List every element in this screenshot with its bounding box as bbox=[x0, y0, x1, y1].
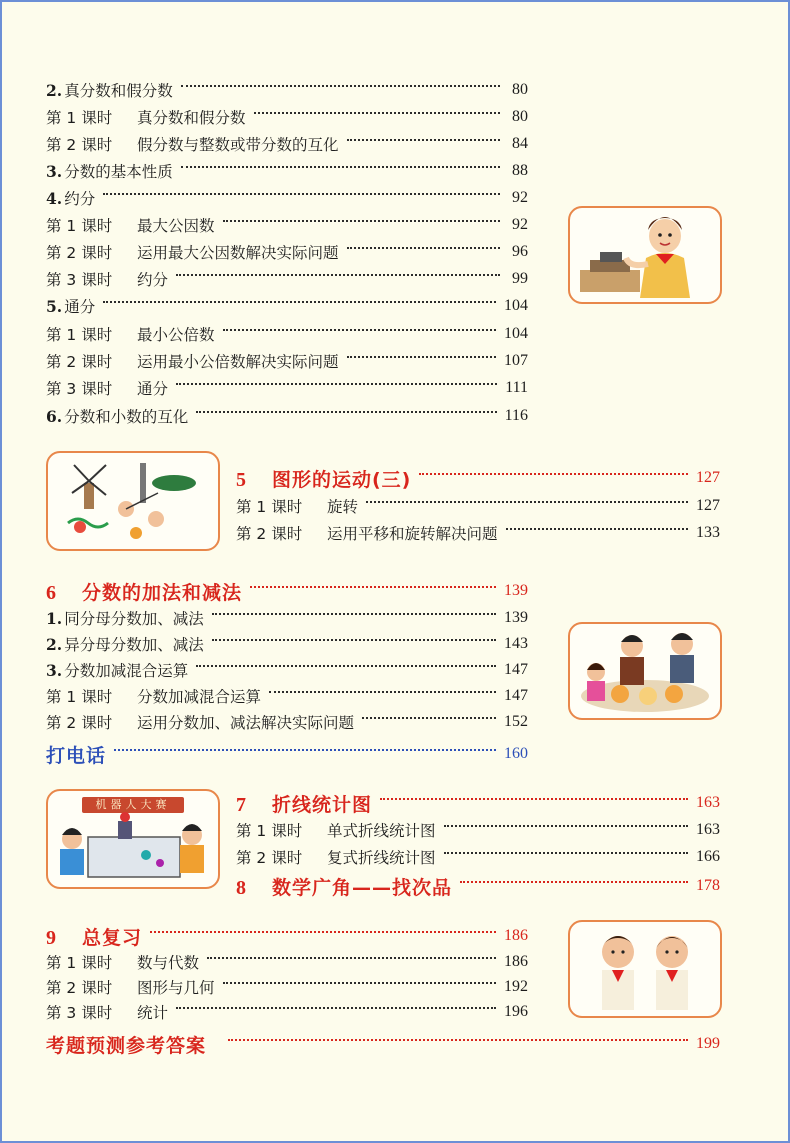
unit-7-heading[interactable]: 7 折线统计图 163 bbox=[236, 793, 720, 816]
toc-entry[interactable]: 2. 真分数和假分数 80 bbox=[46, 81, 528, 100]
toc-entry[interactable]: 2. 异分母分数加、减法 143 bbox=[46, 635, 528, 654]
girl-cooking-icon bbox=[570, 208, 720, 302]
toc-entry[interactable]: 第 1 课时 真分数和假分数 80 bbox=[46, 108, 528, 127]
unit-8-heading[interactable]: 8 数学广角——找次品 178 bbox=[236, 876, 720, 899]
robot-contest-illustration bbox=[46, 789, 220, 889]
windmill-illustration bbox=[46, 451, 220, 551]
toc-entry[interactable]: 第 2 课时 假分数与整数或带分数的互化 84 bbox=[46, 135, 528, 154]
toc-entry[interactable]: 1. 同分母分数加、减法 139 bbox=[46, 609, 528, 628]
toc-entry[interactable]: 3. 分数的基本性质 88 bbox=[46, 162, 528, 181]
robot-banner-text: 机器人大赛 bbox=[95, 798, 171, 811]
toc-entry[interactable]: 第 1 课时 单式折线统计图 163 bbox=[236, 821, 720, 840]
phone-activity-heading[interactable]: 打电话 160 bbox=[46, 744, 528, 767]
toc-entry[interactable]: 第 2 课时 图形与几何 192 bbox=[46, 978, 528, 997]
toc-entry[interactable]: 第 1 课时 数与代数 186 bbox=[46, 953, 528, 972]
toc-entry[interactable]: 4. 约分 92 bbox=[46, 189, 528, 208]
toc-entry[interactable]: 6. 分数和小数的互化 116 bbox=[46, 407, 528, 426]
answers-heading[interactable]: 考题预测参考答案 199 bbox=[46, 1034, 720, 1057]
toc-entry[interactable]: 第 3 课时 统计 196 bbox=[46, 1003, 528, 1022]
family-dinner-icon bbox=[570, 624, 720, 718]
toc-entry[interactable]: 第 1 课时 旋转 127 bbox=[236, 497, 720, 516]
toc-entry[interactable]: 第 2 课时 运用平移和旋转解决问题 133 bbox=[236, 524, 720, 543]
unit-9-heading[interactable]: 9 总复习 186 bbox=[46, 926, 528, 949]
toc-entry[interactable]: 第 2 课时 复式折线统计图 166 bbox=[236, 848, 720, 867]
unit-5-heading[interactable]: 5 图形的运动(三) 127 bbox=[236, 468, 720, 491]
toc-entry[interactable]: 第 3 课时 通分 111 bbox=[46, 379, 528, 398]
toc-entry[interactable]: 第 1 课时 最小公倍数 104 bbox=[46, 325, 528, 344]
toc-entry[interactable]: 5. 通分 104 bbox=[46, 297, 528, 316]
family-dinner-illustration bbox=[568, 622, 722, 720]
toc-entry[interactable]: 第 2 课时 运用最大公因数解决实际问题 96 bbox=[46, 243, 528, 262]
toc-entry[interactable]: 第 1 课时 分数加减混合运算 147 bbox=[46, 687, 528, 706]
toc-entry[interactable]: 第 2 课时 运用最小公倍数解决实际问题 107 bbox=[46, 352, 528, 371]
unit-6-heading[interactable]: 6 分数的加法和减法 139 bbox=[46, 581, 528, 604]
girl-illustration bbox=[568, 206, 722, 304]
windmill-icon bbox=[48, 453, 218, 549]
kids-illustration bbox=[568, 920, 722, 1018]
toc-entry[interactable]: 第 1 课时 最大公因数 92 bbox=[46, 216, 528, 235]
toc-entry[interactable]: 第 2 课时 运用分数加、减法解决实际问题 152 bbox=[46, 713, 528, 732]
toc-entry[interactable]: 3. 分数加减混合运算 147 bbox=[46, 661, 528, 680]
kids-talking-icon bbox=[570, 922, 720, 1016]
toc-entry[interactable]: 第 3 课时 约分 99 bbox=[46, 270, 528, 289]
